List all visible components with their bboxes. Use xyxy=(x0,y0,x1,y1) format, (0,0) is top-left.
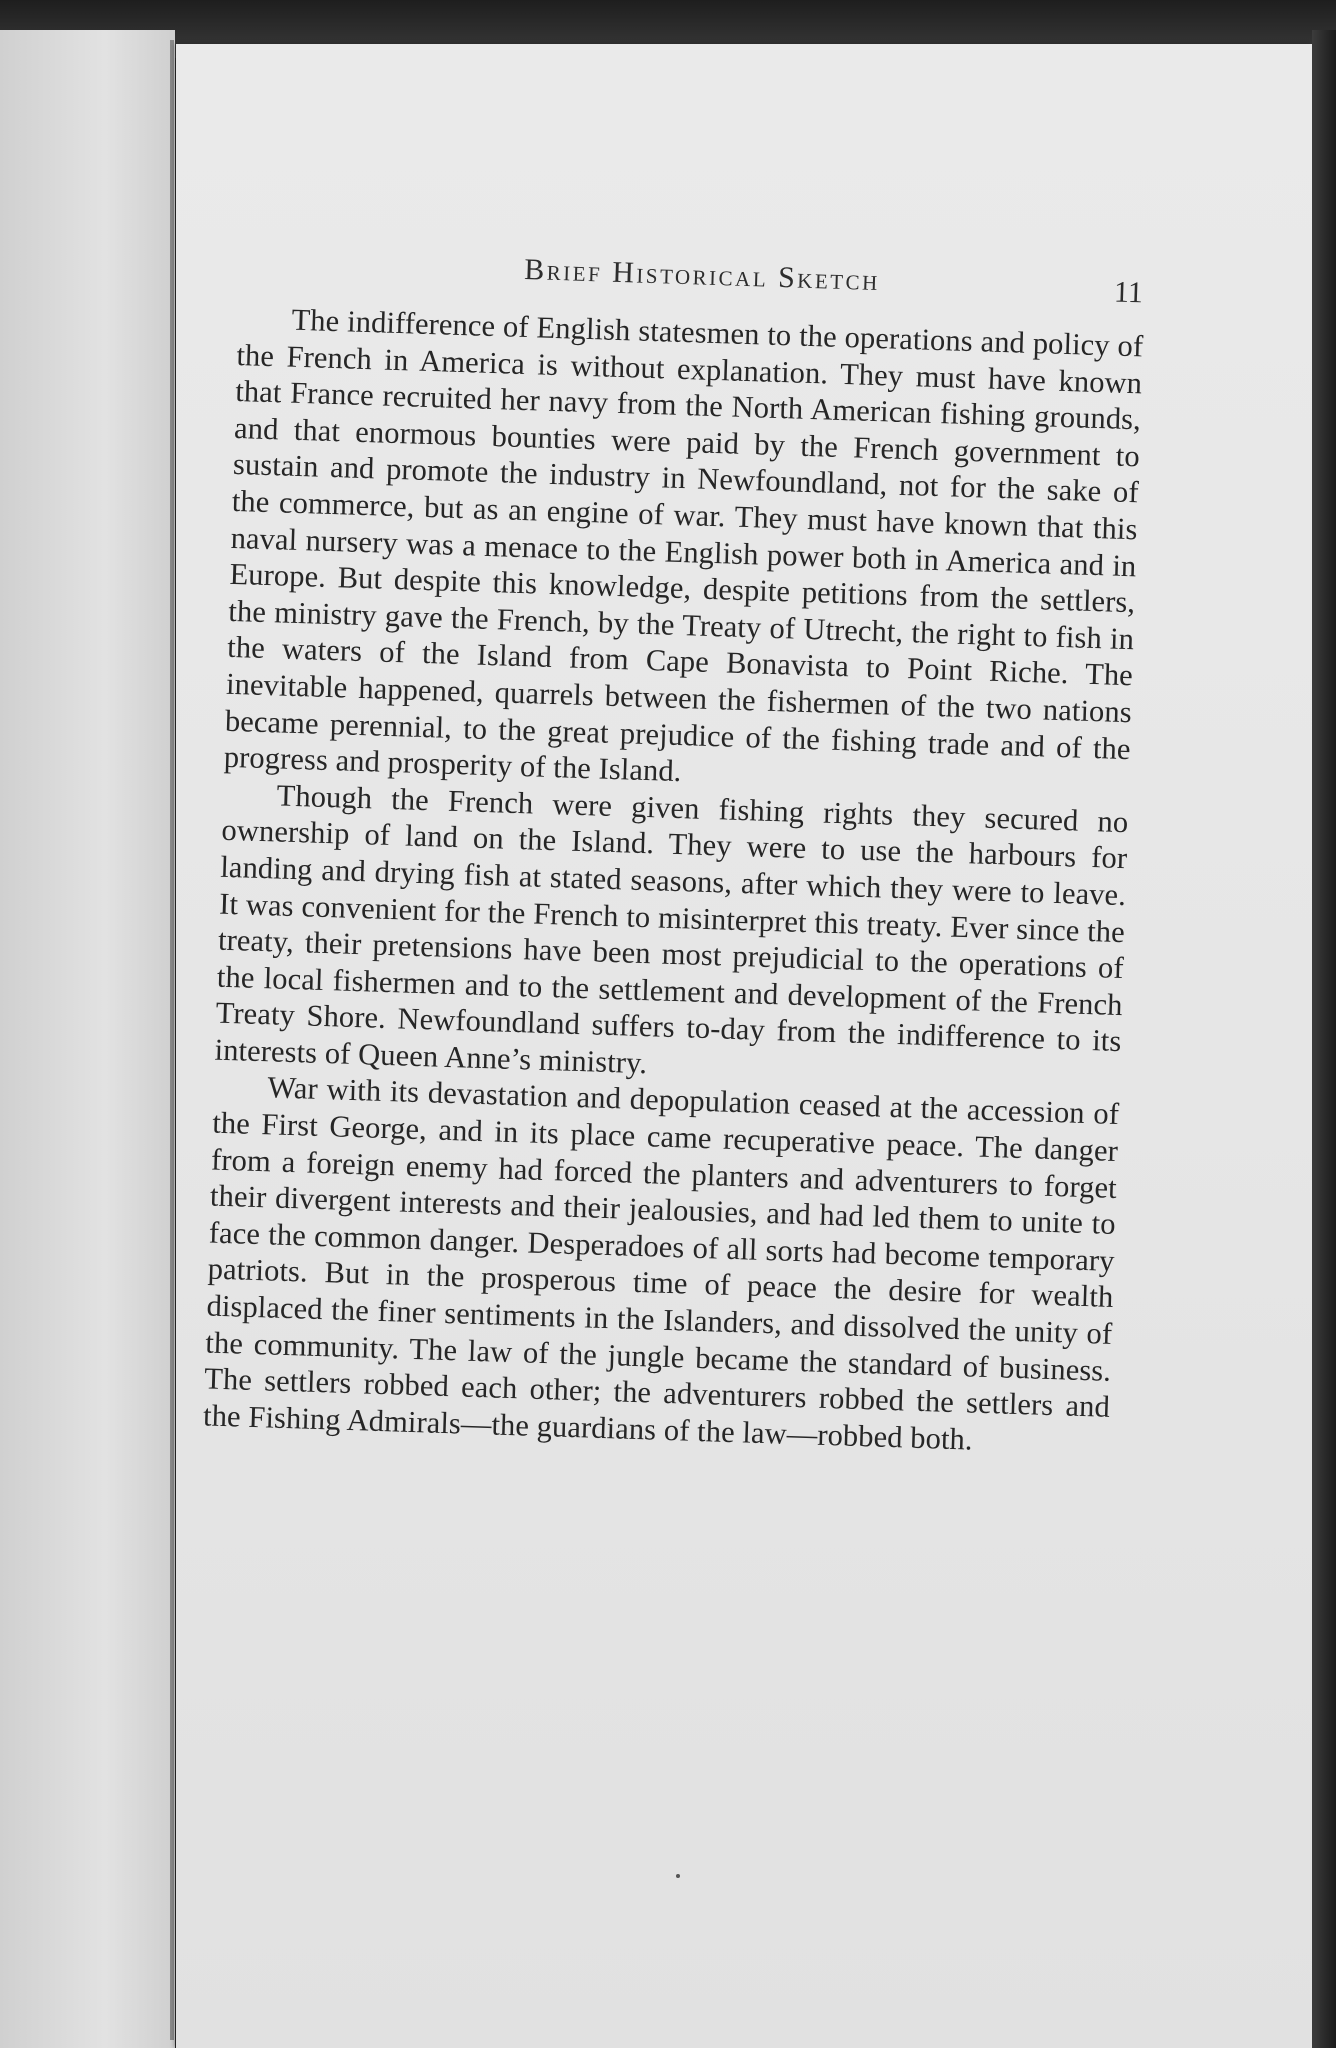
running-head-title: Brief Historical Sketch xyxy=(523,252,881,298)
right-shadow xyxy=(1312,30,1336,2048)
book-gutter xyxy=(170,40,174,2040)
page-text xyxy=(203,244,1146,1462)
paragraph-2: Though the French were given fishing rights they secured no ownership of land on the Island. They were to use the harbours for landing and drying fish at stated seasons, after which they were to leave. It was convenient for the French to misinterpret this treaty. Ever since the treaty, their pretensions have been most prejudicial to the operations of the local fishermen and to the settlement and development of the French Treaty Shore. Newfoundland suffers to-day from the indifference to its interests of Queen Anne’s ministry. xyxy=(214,778,1129,1081)
ink-speck xyxy=(676,1874,680,1878)
page-number: 11 xyxy=(1113,275,1144,310)
paragraph-3: War with its devastation and depopulation ceased at the accession of the First George, and in its place came recuperative peace. The danger from a foreign enemy had forced the planters and adventurers to forget their divergent interests and their jealousies, and had led them to unite to face the common danger. Desperadoes of all sorts had become temporary patriots. But in the prosperous time of peace the desire for wealth displaced the finer sentiments in the Islanders, and dissolved the unity of the community. The law of the jungle became the standard of business. The settlers robbed each other; the adventurers robbed the settlers and the Fishing Admirals—the guardians of the law—robbed both. xyxy=(202,1070,1120,1457)
paragraph-1: The indifference of English statesmen to the operations and policy of the French in America is without explanation. They must have known that France recruited her navy from the North American fishing grounds, and that enormous bounties were paid by the French government to sustain and promote the industry in Newfoundland, not for the sake of the commerce, but as an engine of war. They must have known that this naval nursery was a menace to the English power both in America and in Europe. But despite this knowledge, despite petitions from the settlers, the ministry gave the French, by the Treaty of Utrecht, the right to fish in the waters of the Island from Cape Bonavista to Point Riche. The inevitable happened, quarrels between the fishermen of the two nations became perennial, to the great prejudice of the fishing trade and of the progress and prosperity of the Island. xyxy=(223,302,1144,789)
facing-page-edge xyxy=(0,30,175,2048)
